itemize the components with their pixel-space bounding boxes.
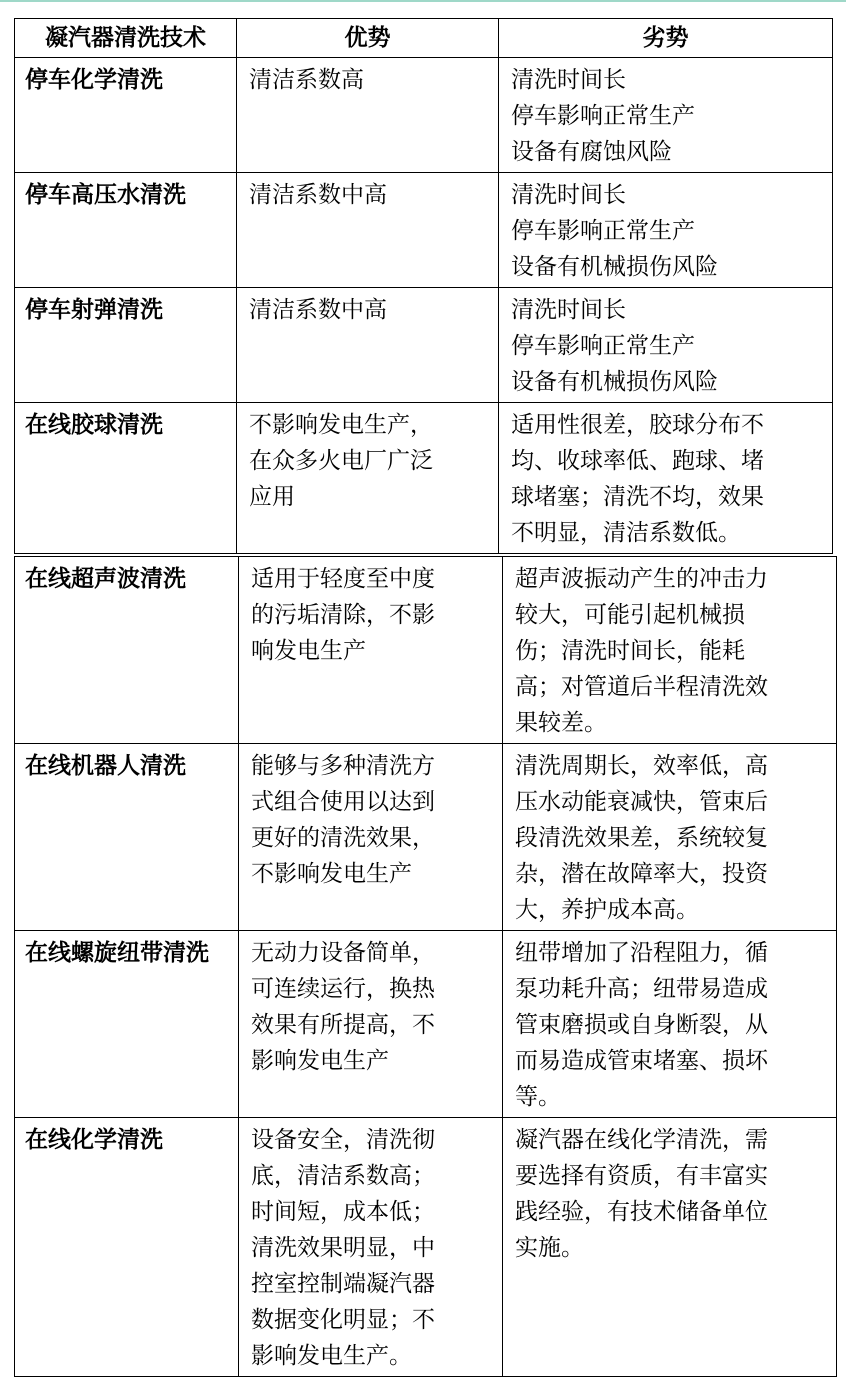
cell-line: 杂，潜在故障率大，投资: [515, 861, 768, 887]
cell-line: 无动力设备简单，: [251, 940, 435, 966]
cell-line: 适用性很差，胶球分布不: [511, 412, 764, 438]
cell-line: 压水动能衰减快，管束后: [515, 789, 768, 815]
disadvantages-cell: [503, 557, 837, 744]
cell-line: 效果有所提高，不: [251, 1012, 435, 1038]
cell-line: 纽带增加了沿程阻力，循: [515, 940, 768, 966]
header-advantages: 优势: [237, 19, 499, 58]
cell-line: 控室控制端凝汽器: [251, 1271, 435, 1297]
cell-line: 影响发电生产。: [251, 1343, 412, 1369]
cell-line: 清洁系数高: [249, 67, 364, 93]
disadvantages-cell: [503, 744, 837, 931]
table-row: [15, 58, 833, 173]
advantages-cell: [239, 931, 503, 1118]
cell-line: 实施。: [515, 1235, 584, 1261]
cell-line: 清洗时间长: [511, 297, 626, 323]
cell-line: 底，清洁系数高；: [251, 1163, 435, 1189]
cell-line: 停车影响正常生产: [511, 333, 695, 359]
technique-text: 在线螺旋纽带清洗: [25, 939, 209, 966]
technique-cell: [15, 931, 239, 1118]
technique-cell: 停车高压水清洗: [15, 173, 237, 288]
comparison-table-part-1: [14, 18, 833, 554]
table-row: [15, 1118, 837, 1377]
advantages-cell: [237, 288, 499, 403]
cell-line: 影响发电生产: [251, 1048, 389, 1074]
advantages-cell: [239, 557, 503, 744]
cell-line: 的污垢清除，不影: [251, 602, 435, 628]
cell-line: 能够与多种清洗方: [251, 753, 435, 779]
cell-line: 不明显，清洁系数低。: [511, 520, 741, 546]
cell-line: 停车影响正常生产: [511, 218, 695, 244]
cell-line: 高；对管道后半程清洗效: [515, 674, 768, 700]
disadvantages-cell: [499, 403, 833, 554]
cell-line: 而易造成管束堵塞、损坏: [515, 1048, 768, 1074]
disadvantages-cell: [499, 58, 833, 173]
table-row: [15, 744, 837, 931]
cell-line: 时间短，成本低；: [251, 1199, 435, 1225]
cell-line: 果较差。: [515, 710, 607, 736]
cell-line: 超声波振动产生的冲击力: [515, 566, 768, 592]
technique-cell: 在线超声波清洗: [15, 557, 239, 744]
comparison-table-part-2: [14, 556, 837, 1377]
cell-line: 应用: [249, 484, 295, 510]
technique-cell: 停车化学清洗: [15, 58, 237, 173]
cell-line: 清洁系数中高: [249, 182, 387, 208]
advantages-cell: [239, 744, 503, 931]
technique-cell: 在线机器人清洗: [15, 744, 239, 931]
disadvantages-cell: [499, 173, 833, 288]
technique-cell: 在线化学清洗: [15, 1118, 239, 1377]
cell-line: 段清洗效果差，系统较复: [515, 825, 768, 851]
cell-line: 等。: [515, 1084, 561, 1110]
cell-line: 不影响发电生产: [251, 861, 412, 887]
technique-cell: 在线胶球清洗: [15, 403, 237, 554]
cell-line: 响发电生产: [251, 638, 366, 664]
cell-line: 不影响发电生产，: [249, 412, 433, 438]
cell-line: 设备有机械损伤风险: [511, 369, 718, 395]
cell-line: 球堵塞；清洗不均，效果: [511, 484, 764, 510]
disadvantages-cell: [499, 288, 833, 403]
advantages-cell: [237, 173, 499, 288]
cell-line: 停车影响正常生产: [511, 103, 695, 129]
cell-line: 践经验，有技术储备单位: [515, 1199, 768, 1225]
disadvantages-cell: [503, 931, 837, 1118]
cell-line: 式组合使用以达到: [251, 789, 435, 815]
table-row: [15, 173, 833, 288]
header-disadvantages: 劣势: [499, 19, 833, 58]
cell-line: 伤；清洗时间长，能耗: [515, 638, 745, 664]
cell-line: 泵功耗升高；纽带易造成: [515, 976, 768, 1002]
advantages-cell: [237, 403, 499, 554]
advantages-cell: [237, 58, 499, 173]
cell-line: 设备安全，清洗彻: [251, 1127, 435, 1153]
cell-line: 设备有腐蚀风险: [511, 139, 672, 165]
table-row: [15, 288, 833, 403]
table-row: [15, 403, 833, 554]
header-row: [15, 19, 833, 58]
technique-cell: 停车射弹清洗: [15, 288, 237, 403]
cell-line: 凝汽器在线化学清洗，需: [515, 1127, 768, 1153]
cell-line: 在众多火电厂广泛: [249, 448, 433, 474]
cell-line: 管束磨损或自身断裂，从: [515, 1012, 768, 1038]
cell-line: 要选择有资质，有丰富实: [515, 1163, 768, 1189]
table-row: [15, 557, 837, 744]
cell-line: 较大，可能引起机械损: [515, 602, 745, 628]
cell-line: 清洁系数中高: [249, 297, 387, 323]
top-rule: [0, 0, 846, 2]
disadvantages-cell: [503, 1118, 837, 1377]
table-row: [15, 931, 837, 1118]
cell-line: 可连续运行，换热: [251, 976, 435, 1002]
cell-line: 大，养护成本高。: [515, 897, 699, 923]
cell-line: 清洗周期长，效率低，高: [515, 753, 768, 779]
cell-line: 均、收球率低、跑球、堵: [511, 448, 764, 474]
cell-line: 更好的清洗效果，: [251, 825, 435, 851]
cell-line: 适用于轻度至中度: [251, 566, 435, 592]
cell-line: 数据变化明显；不: [251, 1307, 435, 1333]
cell-line: 设备有机械损伤风险: [511, 254, 718, 280]
cell-line: 清洗时间长: [511, 182, 626, 208]
cell-line: 清洗时间长: [511, 67, 626, 93]
advantages-cell: [239, 1118, 503, 1377]
cell-line: 清洗效果明显，中: [251, 1235, 435, 1261]
header-technique: 凝汽器清洗技术: [15, 19, 237, 58]
